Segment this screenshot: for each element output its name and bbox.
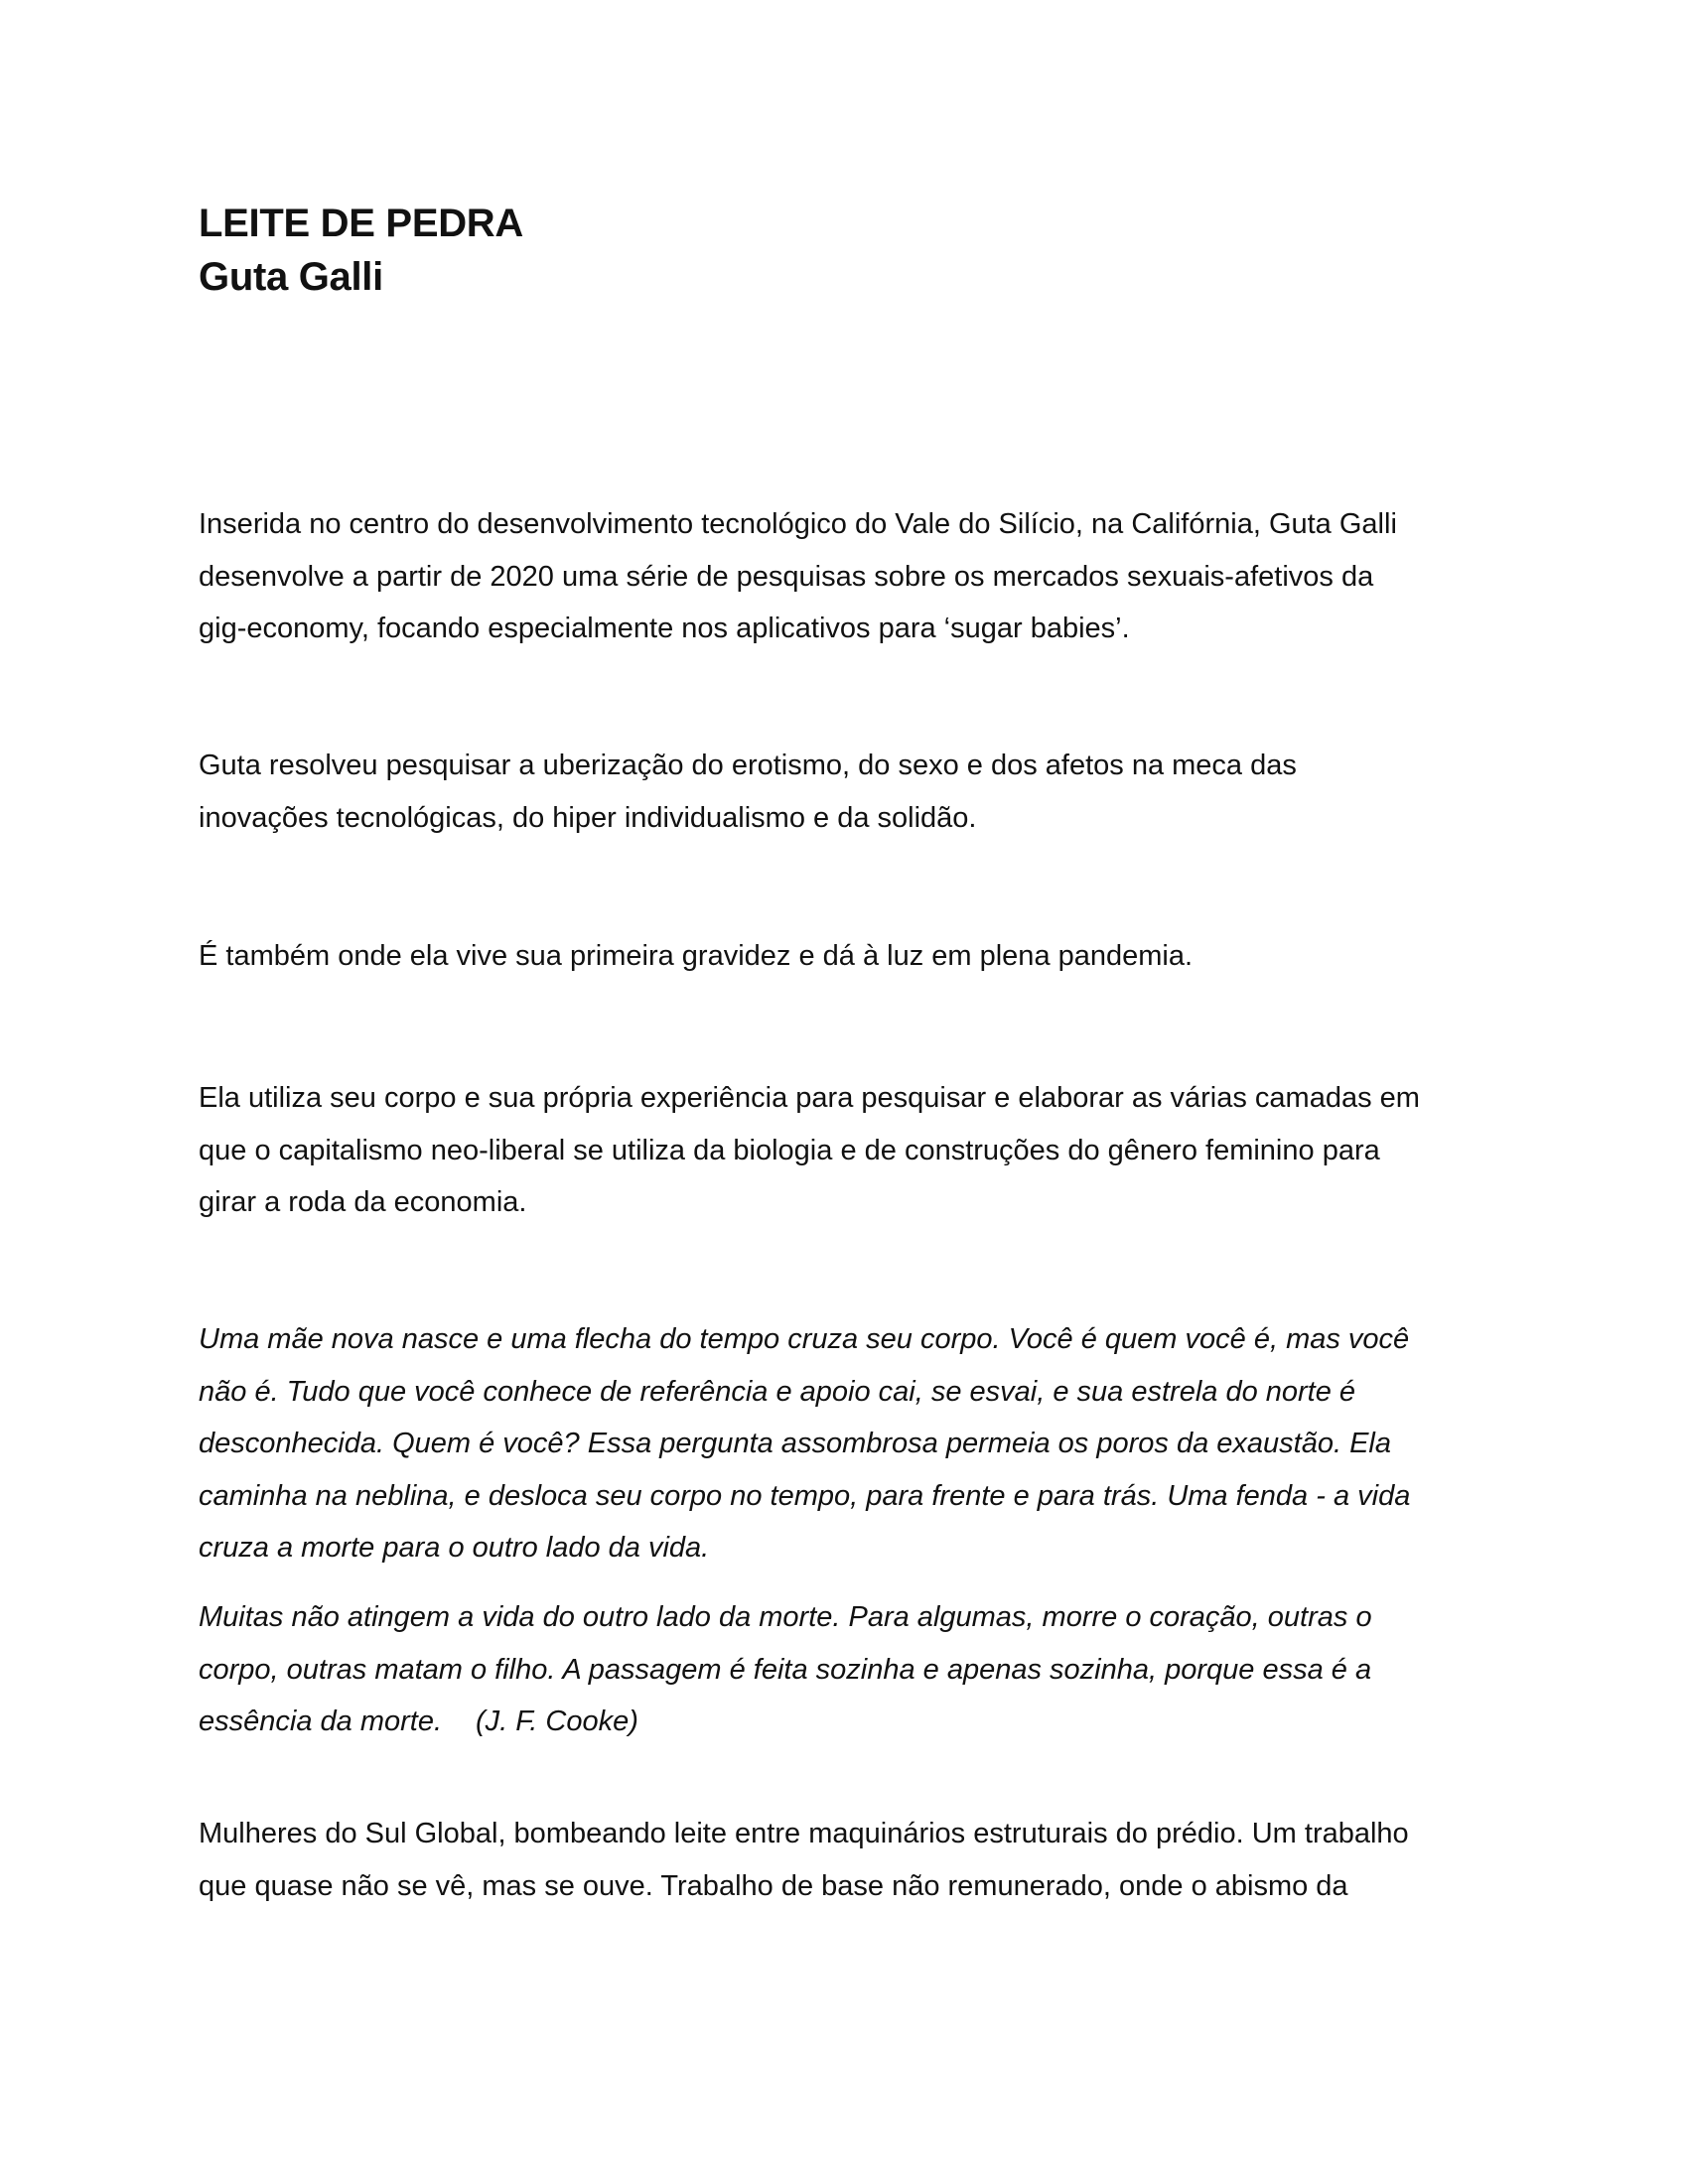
text-line: Guta resolveu pesquisar a uberização do erotismo, do sexo e dos afetos na meca das xyxy=(199,750,1297,781)
text-line xyxy=(199,1696,1499,1748)
text-line: Mulheres do Sul Global, bombeando leite entre maquinários estruturais do prédio. Um trabalho xyxy=(199,1818,1409,1849)
text-line: Inserida no centro do desenvolvimento tecnológico do Vale do Silício, na Califórnia, Guta Galli xyxy=(199,508,1397,540)
text-line: não é. Tudo que você conhece de referência e apoio cai, se esvai, e sua estrela do norte é xyxy=(199,1375,1356,1408)
text-line: desenvolve a partir de 2020 uma série de pesquisas sobre os mercados sexuais-afetivos da xyxy=(199,560,1374,593)
document-title: LEITE DE PEDRA xyxy=(199,202,523,245)
text-line-content: essência da morte. xyxy=(199,1706,443,1737)
text-line: Uma mãe nova nasce e uma flecha do tempo cruza seu corpo. Você é quem você é, mas você xyxy=(199,1323,1410,1355)
text-line: corpo, outras matam o filho. A passagem é feita sozinha e apenas sozinha, porque essa é a xyxy=(199,1653,1372,1686)
text-line: que o capitalismo neo-liberal se utiliza da biologia e de construções do gênero feminino para xyxy=(199,1134,1380,1166)
document-heading xyxy=(199,197,523,304)
text-line: que quase não se vê, mas se ouve. Trabalho de base não remunerado, onde o abismo da xyxy=(199,1869,1348,1902)
text-line: caminha na neblina, e desloca seu corpo no tempo, para frente e para trás. Uma fenda - a vida xyxy=(199,1479,1411,1512)
paragraph-body-experience xyxy=(199,1072,1499,1229)
paragraph-uberization xyxy=(199,740,1499,844)
text-line: inovações tecnológicas, do hiper individualismo e da solidão. xyxy=(199,801,977,834)
text-line: girar a roda da economia. xyxy=(199,1186,527,1218)
text-line: Muitas não atingem a vida do outro lado da morte. Para algumas, morre o coração, outras o xyxy=(199,1601,1372,1633)
text-line: gig-economy, focando especialmente nos aplicativos para ‘sugar babies’. xyxy=(199,613,1130,644)
text-line: Ela utiliza seu corpo e sua própria experiência para pesquisar e elaborar as várias camadas em xyxy=(199,1082,1420,1114)
paragraph-pregnancy xyxy=(199,930,1499,983)
document-author: Guta Galli xyxy=(199,255,383,299)
quote-paragraph-2 xyxy=(199,1591,1499,1748)
text-line: cruza a morte para o outro lado da vida. xyxy=(199,1532,710,1564)
text-line: É também onde ela vive sua primeira gravidez e dá à luz em plena pandemia. xyxy=(199,940,1194,972)
quote-citation: (J. F. Cooke) xyxy=(476,1706,638,1737)
paragraph-global-south xyxy=(199,1808,1499,1912)
text-line: desconhecida. Quem é você? Essa pergunta assombrosa permeia os poros da exaustão. Ela xyxy=(199,1428,1391,1459)
paragraph-intro xyxy=(199,498,1499,655)
quote-paragraph-1 xyxy=(199,1313,1499,1574)
